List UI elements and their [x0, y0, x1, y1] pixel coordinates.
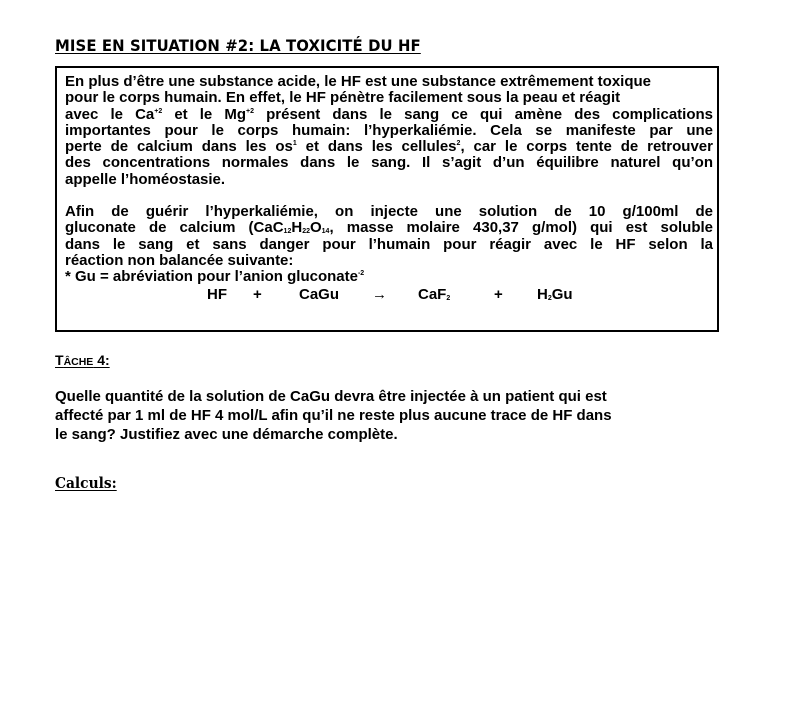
formula-text: CaF	[418, 285, 447, 303]
text-fragment: , car le corps tente de retrouver	[460, 138, 713, 156]
formula-subscript: 12	[283, 228, 292, 236]
context-box-content	[65, 74, 713, 304]
text-fragment: O	[309, 219, 322, 237]
plus-sign: +	[253, 285, 262, 303]
paragraph-treatment	[65, 204, 713, 269]
reactant-hf: HF	[207, 285, 227, 303]
gluconate-note	[65, 269, 713, 285]
task-title-number: 4:	[93, 352, 110, 368]
text-fragment: présent dans le sang ce qui amène des complications	[254, 105, 713, 123]
formula-subscript: 14	[321, 228, 330, 236]
text-fragment: avec le Ca	[65, 105, 155, 123]
text-line	[65, 220, 713, 236]
text-fragment: et dans les cellules	[296, 138, 457, 156]
product-caf2	[418, 286, 450, 304]
question-line: le sang? Justifiez avec une démarche complète.	[55, 426, 398, 443]
question-line: Quelle quantité de la solution de CaGu devra être injectée à un patient qui est	[55, 388, 607, 405]
text-fragment: gluconate de calcium (CaC	[65, 219, 284, 237]
task-title	[55, 352, 110, 368]
text-fragment: et le Mg	[162, 105, 247, 123]
text-fragment: perte de calcium dans les os	[65, 138, 293, 156]
text-line	[65, 107, 713, 123]
task-title-smallcaps: ÂCHE	[63, 356, 94, 368]
charge-superscript: +2	[154, 107, 163, 115]
text-line: pour le corps humain. En effet, le HF pénètre facilement sous la peau et réagit	[65, 89, 621, 107]
chemical-equation	[65, 286, 713, 304]
reactant-cagu: CaGu	[299, 285, 340, 303]
formula-subscript: 2	[547, 294, 552, 302]
formula-subscript: 2	[446, 294, 451, 302]
text-fragment: H	[291, 219, 303, 237]
footnote-ref: 2	[456, 140, 461, 148]
text-line: Afin de guérir l’hyperkaliémie, on injecte une solution de 10 g/100ml de	[65, 203, 713, 221]
text-line: réaction non balancée suivante:	[65, 251, 294, 269]
text-line	[65, 139, 713, 155]
text-line: importantes pour le corps humain: l’hyperkaliémie. Cela se manifeste par une	[65, 121, 713, 139]
text-fragment: , masse molaire 430,37 g/mol) qui est soluble	[329, 219, 713, 237]
plus-sign: +	[494, 285, 503, 303]
charge-superscript: +2	[246, 107, 255, 115]
charge-superscript: -2	[357, 270, 365, 278]
formula-text: Gu	[551, 285, 573, 303]
page-title: MISE EN SITUATION #2: LA TOXICITÉ DU HF	[55, 36, 421, 55]
calculations-label: Calculs:	[55, 474, 117, 492]
text-line: En plus d’être une substance acide, le HF est une substance extrêmement toxique	[65, 73, 652, 90]
footnote-ref: 1	[292, 140, 297, 148]
task-title-initial: T	[55, 352, 64, 368]
product-h2gu	[537, 286, 573, 304]
note-text: * Gu = abréviation pour l’anion gluconate	[65, 268, 358, 286]
text-line: appelle l’homéostasie.	[65, 170, 226, 188]
text-line: des concentrations normales dans le sang. Il s’agit d’un équilibre naturel qu’on	[65, 154, 713, 172]
formula-subscript: 22	[302, 228, 310, 236]
text-line: dans le sang et sans danger pour l’humain pour réagir avec le HF selon la	[65, 235, 713, 253]
formula-text: H	[537, 285, 548, 303]
context-box	[55, 66, 719, 332]
question-line: affecté par 1 ml de HF 4 mol/L afin qu’il ne reste plus aucune trace de HF dans	[55, 407, 612, 424]
reaction-arrow: →	[372, 285, 387, 303]
paragraph-toxicity	[65, 74, 713, 188]
task-question	[55, 387, 705, 444]
